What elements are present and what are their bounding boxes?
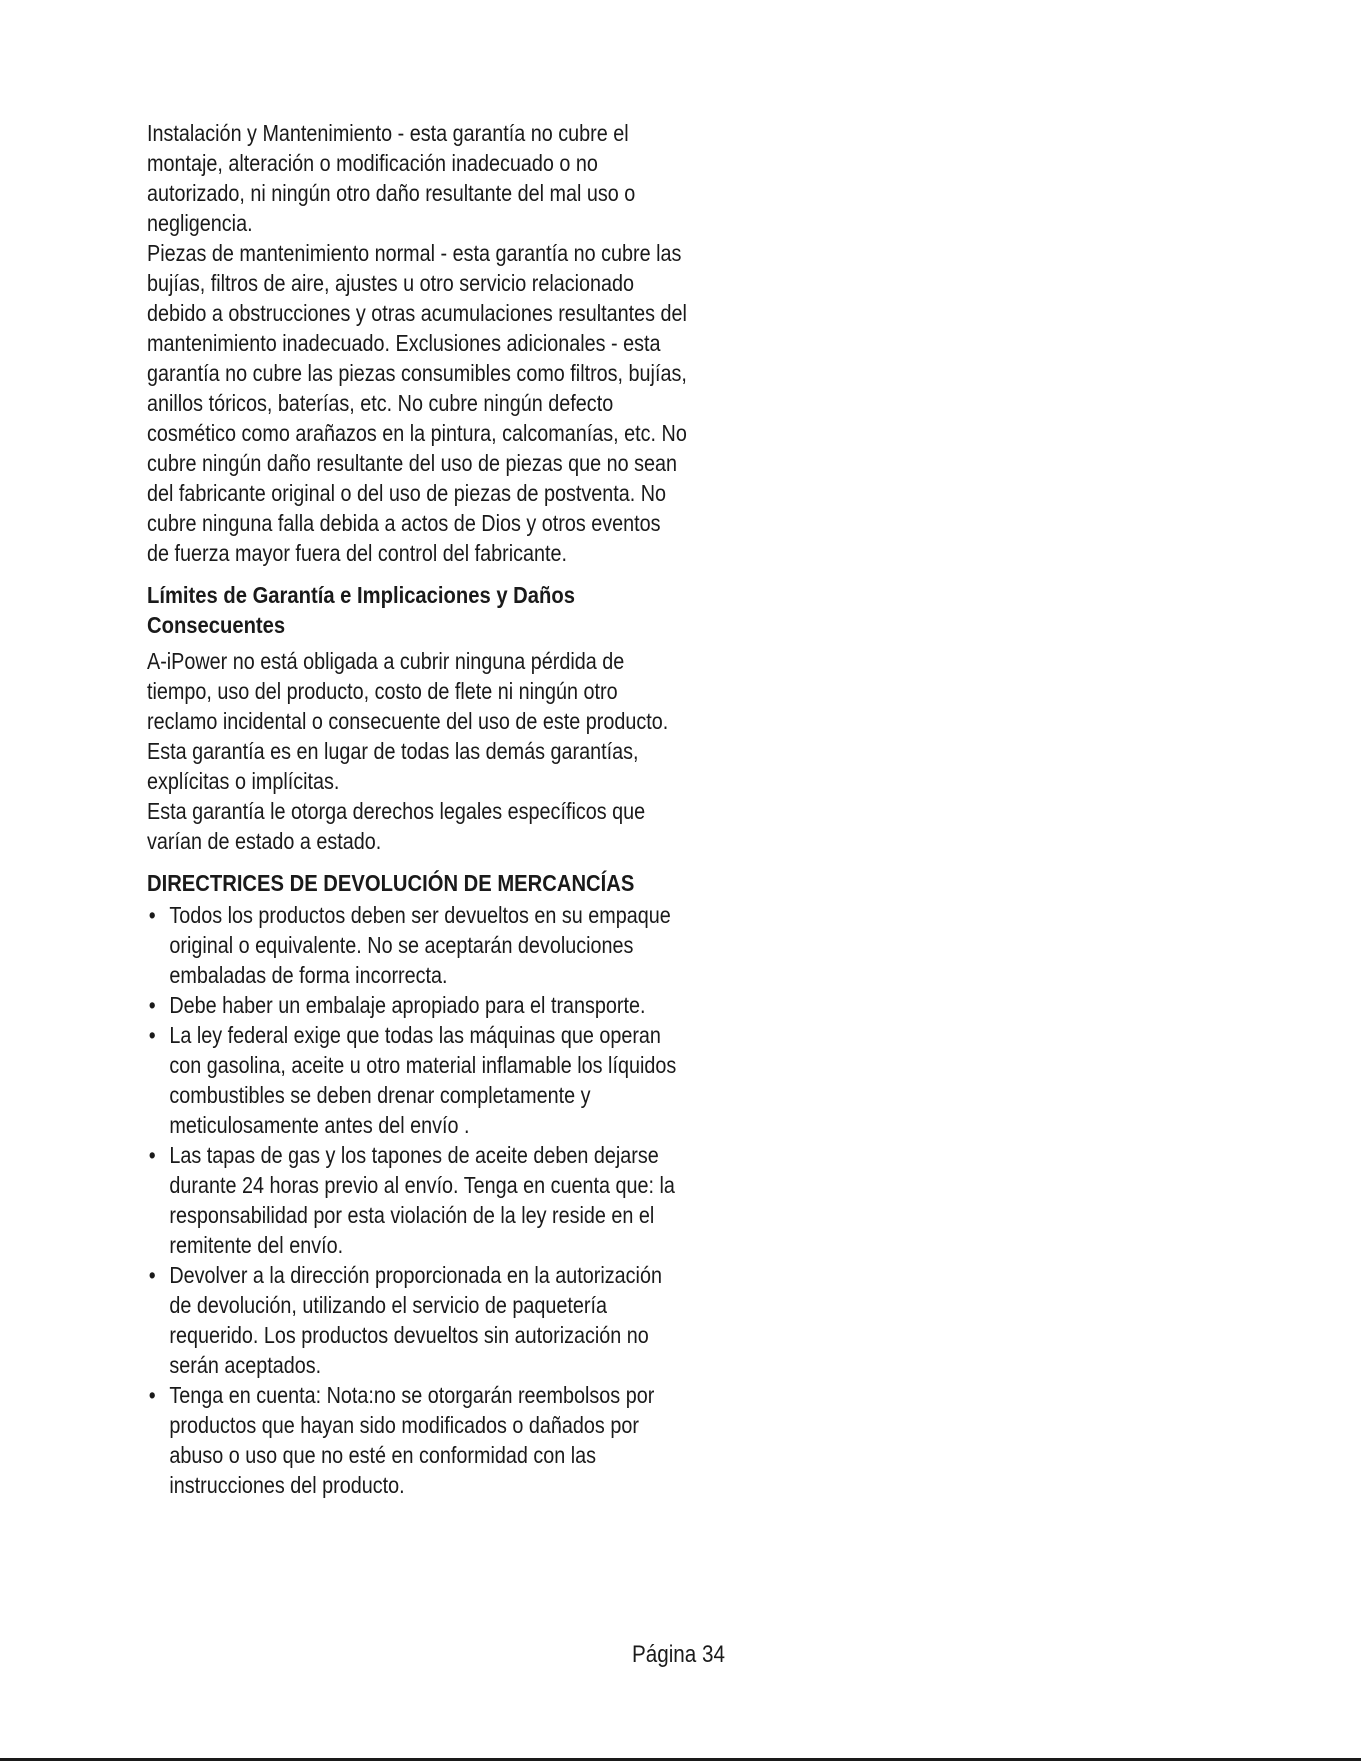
heading-warranty-limits: Límites de Garantía e Implicaciones y Daños Consecuentes — [147, 582, 575, 638]
bullet-icon: • — [148, 1142, 156, 1168]
paragraph-installation: Instalación y Mantenimiento - esta garantía no cubre el montaje, alteración o modificación inadecuado o no autorizado, ni ningún otro daño resultante del mal uso o negligencia. — [147, 120, 636, 236]
paragraph-maintenance-parts: Piezas de mantenimiento normal - esta garantía no cubre las bujías, filtros de aire, ajustes u otro servicio relacionado debido a obstrucciones y otras acumulaciones resultantes del mantenimiento inadecuado. Exclusiones adicionales - esta garantía no cubre las piezas consumibles como filtros, bujías, anillos tóricos, baterías, etc. No cubre ningún defecto cosmético como arañazos en la pintura, calcomanías, etc. No cubre ningún daño resultante del uso de piezas que no sean del fabricante original o del uso de piezas de postventa. No cubre ninguna falla debida a actos de Dios y otros eventos de fuerza mayor fuera del control del fabricante. — [147, 240, 687, 566]
list-item: • Tenga en cuenta: Nota:no se otorgarán reembolsos por productos que hayan sido modificados o dañados por abuso o uso que no esté en conformidad con las instrucciones del producto. — [148, 1382, 655, 1498]
paragraph-limits-1: A-iPower no está obligada a cubrir ninguna pérdida de tiempo, uso del producto, costo de flete ni ningún otro reclamo incidental o consecuente del uso de este producto. Esta garantía es en lugar de todas las demás garantías, explícitas o implícitas. — [147, 648, 669, 794]
return-guidelines-list — [147, 900, 687, 1500]
bullet-icon: • — [148, 1262, 156, 1288]
bullet-icon: • — [148, 992, 156, 1018]
list-item: • Devolver a la dirección proporcionada en la autorización de devolución, utilizando el servicio de paquetería requerido. Los productos devueltos sin autorización no serán aceptados. — [148, 1262, 662, 1378]
bullet-icon: • — [148, 902, 156, 928]
list-item: • La ley federal exige que todas las máquinas que operan con gasolina, aceite u otro material inflamable los líquidos combustibles se deben drenar completamente y meticulosamente antes del envío . — [148, 1022, 677, 1138]
document-page — [147, 118, 687, 1500]
list-item: • Todos los productos deben ser devueltos en su empaque original o equivalente. No se aceptarán devoluciones embaladas de forma incorrecta. — [148, 902, 671, 988]
bullet-icon: • — [148, 1022, 156, 1048]
list-item: • Debe haber un embalaje apropiado para el transporte. — [148, 992, 646, 1018]
paragraph-limits-2: Esta garantía le otorga derechos legales específicos que varían de estado a estado. — [147, 798, 646, 854]
bullet-icon: • — [148, 1382, 156, 1408]
heading-return-guidelines: DIRECTRICES DE DEVOLUCIÓN DE MERCANCÍAS — [147, 870, 635, 896]
list-item: • Las tapas de gas y los tapones de aceite deben dejarse durante 24 horas previo al envío. Tenga en cuenta que: la responsabilidad por esta violación de la ley reside en el remitente del envío. — [148, 1142, 675, 1258]
page-number: Página 34 — [632, 1641, 725, 1668]
